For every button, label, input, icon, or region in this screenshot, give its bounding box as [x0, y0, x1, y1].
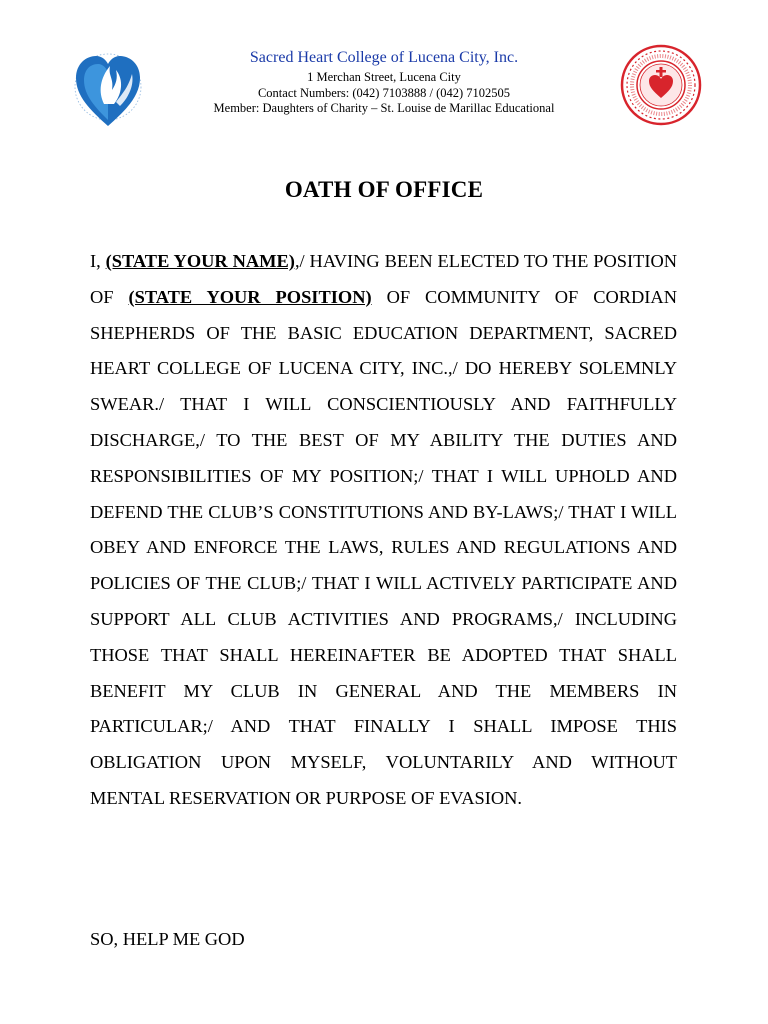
letterhead-text [170, 48, 598, 117]
sacred-heart-college-seal [620, 44, 702, 126]
oath-text-intro: I, [90, 251, 106, 271]
daughters-of-charity-heart-logo [70, 44, 146, 130]
membership-line: Member: Daughters of Charity – St. Louise de Marillac Educational [213, 101, 555, 116]
oath-paragraph [90, 244, 677, 817]
position-placeholder: (STATE YOUR POSITION) [128, 286, 372, 307]
contact-numbers: Contact Numbers: (042) 7103888 / (042) 7102505 [257, 85, 511, 100]
document-title: OATH OF OFFICE [284, 177, 484, 202]
closing-line: SO, HELP ME GOD [90, 929, 245, 949]
letterhead [0, 40, 768, 130]
oath-text-middle: ,/ HAVING BEEN ELECTED TO THE POSITION OF [90, 251, 678, 307]
college-address: 1 Merchan Street, Lucena City [307, 70, 461, 84]
college-name: Sacred Heart College of Lucena City, Inc. [249, 49, 519, 66]
oath-text-body: OF COMMUNITY OF CORDIAN SHEPHERDS OF THE BASIC EDUCATION DEPARTMENT, SACRED HEART COLLEGE OF LUCENA CITY, INC.,/ DO HEREBY SOLEMNLY SWEAR./ THAT I WILL CONSCIENTIOUSLY AND FAITHFULLY DISCHARGE,/ TO THE BEST OF MY ABILITY THE DUTIES AND RESPONSIBILITIES OF MY POSITION;/ THAT I WILL UPHOLD AND DEFEND THE CLUB’S CONSTITUTIONS AND BY-LAWS;/ THAT I WILL OBEY AND ENFORCE THE LAWS, RULES AND REGULATIONS AND POLICIES OF THE CLUB;/ THAT I WILL ACTIVELY PARTICIPATE AND SUPPORT ALL CLUB ACTIVITIES AND PROGRAMS,/ INCLUDING THOSE THAT SHALL HEREINAFTER BE ADOPTED THAT SHALL BENEFIT MY CLUB IN GENERAL AND THE MEMBERS IN PARTICULAR;/ AND THAT FINALLY I SHALL IMPOSE THIS OBLIGATION UPON MYSELF, VOLUNTARILY AND WITHOUT MENTAL RESERVATION OR PURPOSE OF EVASION. [90, 286, 677, 808]
name-placeholder: (STATE YOUR NAME) [105, 251, 295, 271]
